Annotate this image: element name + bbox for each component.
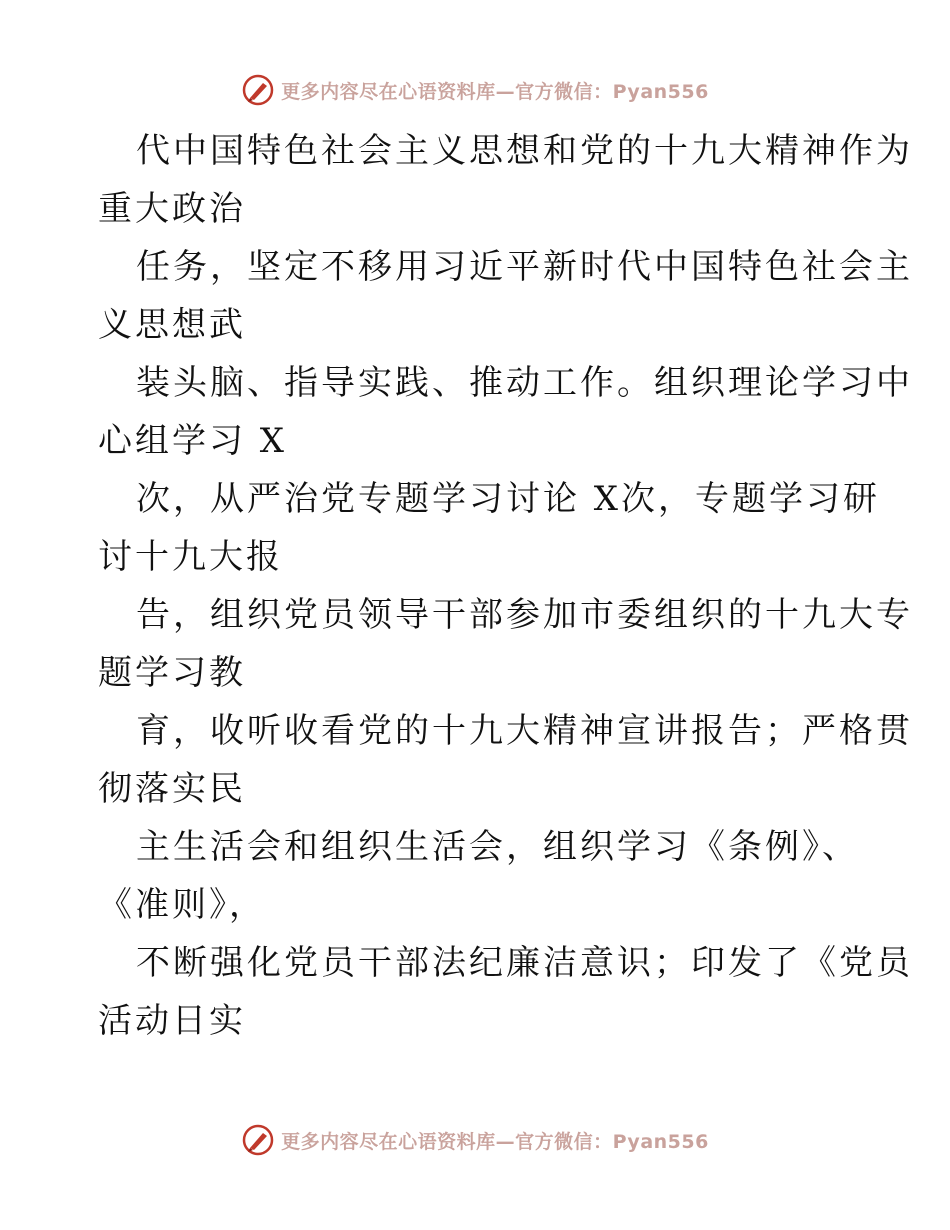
text-line: 主生活会和组织生活会，组织学习《条例》、: [136, 827, 859, 867]
text-line: 任务，坚定不移用习近平新时代中国特色社会主: [136, 247, 913, 287]
text-line: 重大政治: [98, 189, 246, 229]
watermark-text: 更多内容尽在心语资料库—官方微信：Pyan556: [281, 1130, 709, 1153]
footer-watermark: [0, 1120, 950, 1160]
text-line: 不断强化党员干部法纪廉洁意识；印发了《党员: [136, 943, 913, 983]
text-line: 育，收听收看党的十九大精神宣讲报告；严格贯: [136, 711, 913, 751]
text-line: 代中国特色社会主义思想和党的十九大精神作为: [136, 131, 913, 171]
text-line: 《准则》，: [98, 885, 266, 925]
text-line: 心组学习 X: [98, 421, 288, 461]
pen-circle-icon: [241, 73, 275, 107]
text-line: 彻落实民: [98, 769, 246, 809]
header-watermark: [0, 70, 950, 110]
text-line: 告，组织党员领导干部参加市委组织的十九大专: [136, 595, 913, 635]
document-body: [98, 122, 913, 1050]
text-line: 次，从严治党专题学习讨论 X次，专题学习研: [136, 479, 881, 519]
text-line: 装头脑、指导实践、推动工作。组织理论学习中: [136, 363, 913, 403]
text-line: 义思想武: [98, 305, 246, 345]
watermark-text: 更多内容尽在心语资料库—官方微信：Pyan556: [281, 80, 709, 103]
text-line: 讨十九大报: [98, 537, 283, 577]
text-line: 题学习教: [98, 653, 246, 693]
text-line: 活动日实: [98, 1001, 246, 1041]
pen-circle-icon: [241, 1123, 275, 1157]
